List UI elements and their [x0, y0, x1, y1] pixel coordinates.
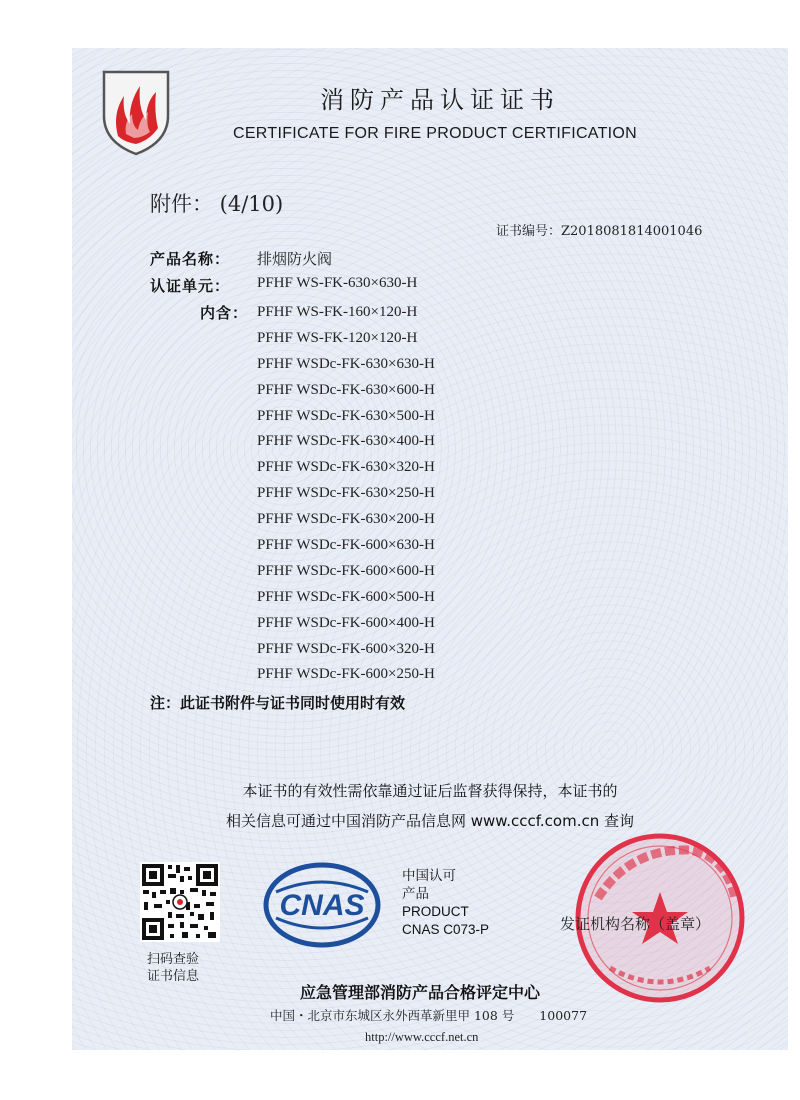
accreditation-line2: 产品: [402, 886, 429, 902]
issuer-address: 中国・北京市东城区永外西革新里甲 108 号 100077: [270, 1008, 588, 1023]
certification-unit-label: 认证单元：: [150, 277, 231, 295]
certification-unit-value: PFHF WS-FK-630×630-H: [257, 275, 418, 291]
qr-caption-line2: 证书信息: [147, 969, 200, 984]
list-item: PFHF WSDc-FK-630×250-H: [257, 485, 435, 502]
list-item: PFHF WSDc-FK-630×500-H: [257, 407, 435, 424]
issuer-label: 发证机构名称（盖章）: [560, 915, 711, 933]
list-item: PFHF WSDc-FK-630×200-H: [257, 511, 435, 528]
accreditation-line3: PRODUCT: [402, 904, 469, 919]
qr-caption-line1: 扫码查验: [147, 952, 200, 967]
issuer-website: http://www.cccf.net.cn: [365, 1030, 479, 1044]
product-name-value: 排烟防火阀: [257, 250, 333, 268]
product-name-label: 产品名称：: [150, 250, 231, 268]
list-item: PFHF WSDc-FK-630×400-H: [257, 433, 435, 450]
list-item: PFHF WSDc-FK-600×600-H: [257, 562, 435, 579]
list-item: PFHF WS-FK-160×120-H: [257, 304, 418, 320]
list-item: PFHF WSDc-FK-630×630-H: [257, 355, 435, 372]
included-models-list: [257, 302, 435, 690]
fire-certification-logo: [100, 66, 172, 156]
accreditation-line1: 中国认可: [402, 868, 456, 884]
list-item: PFHF WSDc-FK-600×630-H: [257, 537, 435, 554]
validity-statement-line2: 相关信息可通过中国消防产品信息网 www.cccf.com.cn 查询: [226, 812, 634, 830]
includes-label: 内含：: [200, 304, 249, 322]
certificate-title-en: CERTIFICATE FOR FIRE PRODUCT CERTIFICATION: [232, 125, 638, 142]
annex-number: 附件： (4/10): [150, 192, 284, 216]
list-item: PFHF WSDc-FK-600×250-H: [257, 666, 435, 683]
cnas-logo: [262, 862, 382, 948]
list-item: PFHF WS-FK-120×120-H: [257, 329, 418, 346]
list-item: PFHF WSDc-FK-630×600-H: [257, 381, 435, 398]
list-item: PFHF WSDc-FK-600×400-H: [257, 614, 435, 631]
qr-code: [140, 862, 220, 942]
certificate-number: 证书编号：Z2018081814001046: [496, 224, 703, 239]
certificate-title-cn: 消防产品认证证书: [320, 86, 560, 114]
validity-note: 注：此证书附件与证书同时使用时有效: [150, 694, 406, 712]
list-item: PFHF WSDc-FK-630×320-H: [257, 459, 435, 476]
issuing-center-name: 应急管理部消防产品合格评定中心: [299, 983, 540, 1002]
validity-statement-line1: 本证书的有效性需依靠通过证后监督获得保持，本证书的: [242, 782, 618, 800]
cnas-logo-text: CNAS: [279, 889, 365, 922]
list-item: PFHF WSDc-FK-600×320-H: [257, 640, 435, 657]
list-item: PFHF WSDc-FK-600×500-H: [257, 588, 435, 605]
accreditation-line4: CNAS C073-P: [402, 922, 490, 937]
accreditation-block: [402, 867, 489, 939]
